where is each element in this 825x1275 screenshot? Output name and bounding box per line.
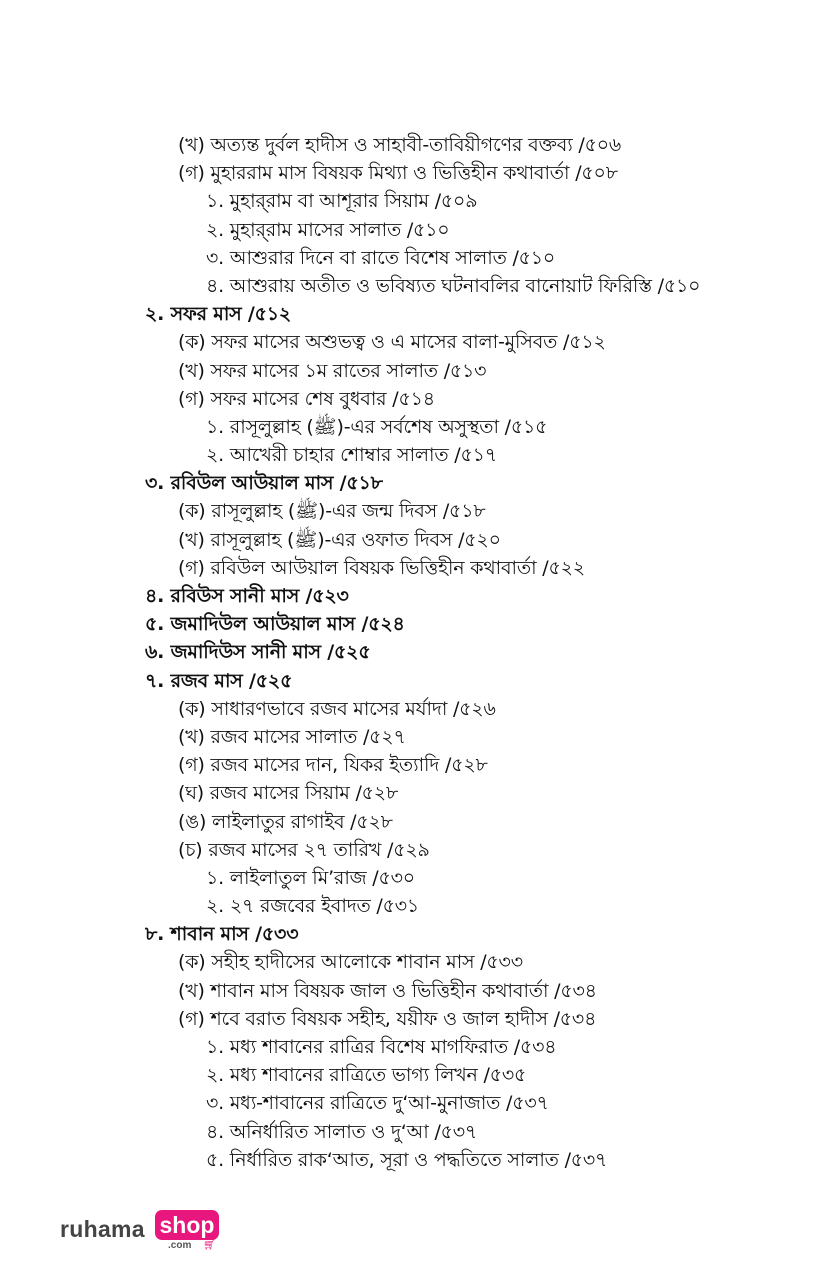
toc-section-entry: (খ) রাসূলুল্লাহ (ﷺ)-এর ওফাত দিবস /৫২০ bbox=[178, 528, 501, 551]
toc-subsection-entry: ১. লাইলাতুল মি’রাজ /৫৩০ bbox=[206, 866, 415, 889]
logo-text-ruhama: ruhama bbox=[60, 1216, 145, 1242]
cart-icon: 🛒︎ bbox=[203, 1240, 216, 1251]
toc-chapter-heading: ৭. রজব মাস /৫২৫ bbox=[145, 669, 293, 692]
toc-subsection-entry: ১. মুহার্‌রাম বা আশূরার সিয়াম /৫০৯ bbox=[206, 190, 478, 213]
toc-section-entry: (ঙ) লাইলাতুর রাগাইব /৫২৮ bbox=[178, 810, 393, 833]
toc-section-entry: (ক) সহীহ হাদীসের আলোকে শাবান মাস /৫৩৩ bbox=[178, 951, 523, 974]
toc-section-entry: (খ) রজব মাসের সালাত /৫২৭ bbox=[178, 725, 406, 748]
toc-chapter-heading: ২. সফর মাস /৫১২ bbox=[145, 303, 292, 326]
toc-section-entry: (চ) রজব মাসের ২৭ তারিখ /৫২৯ bbox=[178, 838, 430, 861]
toc-subsection-entry: ২. মধ্য শাবানের রাত্রিতে ভাগ্য লিখন /৫৩৫ bbox=[206, 1064, 527, 1087]
toc-subsection-entry: ৩. আশুরার দিনে বা রাতে বিশেষ সালাত /৫১০ bbox=[206, 246, 556, 269]
toc-chapter-heading: ৪. রবিউস সানী মাস /৫২৩ bbox=[145, 585, 349, 607]
toc-section-entry: (গ) রজব মাসের দান, যিকর ইত্যাদি /৫২৮ bbox=[178, 754, 488, 777]
toc-section-entry: (খ) সফর মাসের ১ম রাতের সালাত /৫১৩ bbox=[178, 359, 487, 382]
toc-section-entry: (খ) শাবান মাস বিষয়ক জাল ও ভিত্তিহীন কথাবার্তা /৫৩৪ bbox=[178, 979, 597, 1002]
toc-subsection-entry: ২. মুহার্‌রাম মাসের সালাত /৫১০ bbox=[206, 218, 450, 241]
logo-text-shop: shop bbox=[155, 1210, 219, 1240]
toc-subsection-entry: ১. রাসূলুল্লাহ (ﷺ)-এর সর্বশেষ অসুস্থতা /৫১৫ bbox=[206, 415, 548, 438]
toc-section-entry: (ক) রাসূলুল্লাহ (ﷺ)-এর জন্ম দিবস /৫১৮ bbox=[178, 500, 486, 523]
toc-subsection-entry: ২. ২৭ রজবের ইবাদত /৫৩১ bbox=[206, 895, 419, 918]
toc-section-entry: (গ) মুহাররাম মাস বিষয়ক মিথ্যা ও ভিত্তিহীন কথাবার্তা /৫০৮ bbox=[178, 162, 618, 185]
toc-chapter-heading: ৬. জমাদিউস সানী মাস /৫২৫ bbox=[145, 641, 371, 664]
toc-section-entry: (গ) সফর মাসের শেষ বুধবার /৫১৪ bbox=[178, 387, 435, 410]
toc-subsection-entry: ২. আখেরী চাহার শোম্বার সালাত /৫১৭ bbox=[206, 444, 497, 467]
toc-section-entry: (ঘ) রজব মাসের সিয়াম /৫২৮ bbox=[178, 782, 399, 805]
logo-text-domain: .com bbox=[168, 1240, 192, 1251]
table-of-contents bbox=[0, 131, 825, 1174]
toc-chapter-heading: ৮. শাবান মাস /৫৩৩ bbox=[145, 923, 299, 946]
toc-section-entry: (ক) সাধারণভাবে রজব মাসের মর্যাদা /৫২৬ bbox=[178, 697, 496, 720]
toc-subsection-entry: ১. মধ্য শাবানের রাত্রির বিশেষ মাগফিরাত /৫৩৪ bbox=[206, 1036, 557, 1058]
toc-section-entry: (ক) সফর মাসের অশুভত্ব ও এ মাসের বালা-মুসিবত /৫১২ bbox=[178, 331, 606, 354]
toc-subsection-entry: ৪. অনির্ধারিত সালাত ও দু‘আ /৫৩৭ bbox=[206, 1120, 478, 1143]
toc-chapter-heading: ৩. রবিউল আউয়াল মাস /৫১৮ bbox=[145, 472, 383, 495]
toc-subsection-entry: ৪. আশুরায় অতীত ও ভবিষ্যত ঘটনাবলির বানোয়াট ফিরিস্তি /৫১০ bbox=[206, 274, 701, 297]
toc-chapter-heading: ৫. জমাদিউল আউয়াল মাস /৫২৪ bbox=[145, 613, 405, 636]
toc-subsection-entry: ৫. নির্ধারিত রাক‘আত, সূরা ও পদ্ধতিতে সালাত /৫৩৭ bbox=[206, 1148, 608, 1171]
toc-section-entry: (খ) অত্যন্ত দুর্বল হাদীস ও সাহাবী-তাবিয়ীগণের বক্তব্য /৫০৬ bbox=[178, 134, 622, 156]
toc-section-entry: (গ) শবে বরাত বিষয়ক সহীহ, যয়ীফ ও জাল হাদীস /৫৩৪ bbox=[178, 1007, 597, 1030]
toc-subsection-entry: ৩. মধ্য-শাবানের রাত্রিতে দু‘আ-মুনাজাত /৫৩৭ bbox=[206, 1092, 549, 1115]
toc-section-entry: (গ) রবিউল আউয়াল বিষয়ক ভিত্তিহীন কথাবার্তা /৫২২ bbox=[178, 556, 585, 579]
